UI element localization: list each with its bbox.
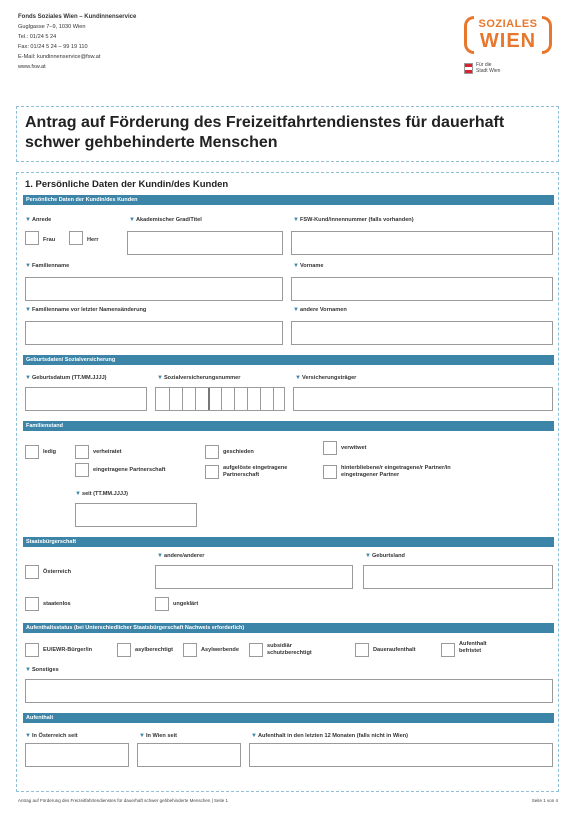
sender-address (18, 12, 136, 72)
geschieden-label: geschieden (223, 449, 254, 455)
form-title-box (16, 106, 559, 162)
versicherungstraeger-input[interactable] (293, 387, 553, 411)
svnr-label: ▼Sozialversicherungsnummer (157, 375, 241, 381)
andere-vornamen-label: ▼andere Vornamen (293, 307, 347, 313)
checkbox-eu[interactable] (25, 643, 39, 657)
checkbox-ledig[interactable] (25, 445, 39, 459)
andere-staatsb-input[interactable] (155, 565, 353, 589)
email-line: E-Mail: kundinnenservice@fsw.at (18, 54, 101, 60)
section-personal-data (16, 172, 559, 792)
hinterbliebene-label: hinterbliebene/r eingetragene/r Partner/in eingetragener Partner (341, 465, 451, 478)
andere-vornamen-input[interactable] (291, 321, 553, 345)
geburtsdatum-label: ▼Geburtsdatum (TT.MM.JJJJ) (25, 375, 107, 381)
svnr-input[interactable] (155, 387, 285, 411)
in-oesterreich-seit-input[interactable] (25, 743, 129, 767)
checkbox-oesterreich[interactable] (25, 565, 39, 579)
vorname-label: ▼Vorname (293, 263, 324, 269)
checkbox-aufenthalt-befristet[interactable] (441, 643, 455, 657)
familienstand-seit-input[interactable] (75, 503, 197, 527)
ledig-label: ledig (43, 449, 57, 455)
checkbox-asylwerbend[interactable] (183, 643, 197, 657)
aufenthalt-befristet-label: Aufenthalt befristet (459, 641, 487, 654)
aufenthalt-letzte-label: ▼Aufenthalt in den letzten 12 Monaten (falls nicht in Wien) (251, 733, 409, 739)
address-line: Guglgasse 7–9, 1030 Wien (18, 24, 86, 30)
titel-input[interactable] (127, 231, 283, 255)
eingetragene-partnerschaft-label: eingetragene Partnerschaft (93, 467, 166, 473)
checkbox-staatenlos[interactable] (25, 597, 39, 611)
checkbox-subsidiaer[interactable] (249, 643, 263, 657)
checkbox-geschieden[interactable] (205, 445, 219, 459)
checkbox-hinterbliebene[interactable] (323, 465, 337, 479)
checkbox-eingetragene-partnerschaft[interactable] (75, 463, 89, 477)
in-wien-seit-input[interactable] (137, 743, 241, 767)
fax-line: Fax: 01/24 5 24 – 99 19 110 (18, 44, 88, 50)
andere-staatsb-label: ▼andere/anderer (157, 553, 205, 559)
frau-label: Frau (43, 237, 56, 243)
checkbox-herr[interactable] (69, 231, 83, 245)
subsidiaer-label: subsidiär schutzberechtigt (267, 643, 312, 656)
checkbox-ungeklaert[interactable] (155, 597, 169, 611)
checkbox-verheiratet[interactable] (75, 445, 89, 459)
bar-staatsbuergerschaft: Staatsbürgerschaft (23, 537, 554, 547)
logo-bracket-right (542, 16, 552, 54)
anrede-label: ▼Anrede (25, 217, 52, 223)
oesterreich-label: Österreich (43, 569, 71, 575)
in-wien-seit-label: ▼In Wien seit (139, 733, 177, 739)
vorname-input[interactable] (291, 277, 553, 301)
geburtsland-label: ▼Geburtsland (365, 553, 405, 559)
checkbox-verwitwet[interactable] (323, 441, 337, 455)
tel-line: Tel.: 01/24 5 24 (18, 34, 57, 40)
bar-aufenthaltsstatus: Aufenthaltsstatus (bei Unterschiedlicher Staatsbürgerschaft Nachweis erforderlich) (23, 623, 554, 633)
asylberechtigt-label: asylberechtigt (135, 647, 173, 653)
titel-label: ▼Akademischer Grad/Titel (129, 217, 202, 223)
asylwerbend-label: Asylwerbende (201, 647, 239, 653)
footer-left: Antrag auf Förderung des Freizeitfahrtendienstes für dauerhaft schwer gehbehinderte Menschen | Seite 1 (18, 798, 229, 803)
seit-label: ▼seit (TT.MM.JJJJ) (75, 491, 128, 497)
page-header (18, 12, 558, 92)
verwitwet-label: verwitwet (341, 445, 367, 451)
bar-familienstand: Familienstand (23, 421, 554, 431)
geburtsdatum-input[interactable] (25, 387, 147, 411)
soziales-wien-logo (462, 14, 554, 86)
bar-geburtsdaten: Geburtsdaten/ Sozialversicherung (23, 355, 554, 365)
fsw-nr-label: ▼FSW-Kund/innennummer (falls vorhanden) (293, 217, 414, 223)
web-line: www.fsw.at (18, 64, 46, 70)
ungeklaert-label: ungeklärt (173, 601, 199, 607)
org-name: Fonds Soziales Wien – Kundinnenservice (18, 14, 137, 20)
versicherungstraeger-label: ▼Versicherungsträger (295, 375, 357, 381)
staatenlos-label: staatenlos (43, 601, 71, 607)
checkbox-asylberechtigt[interactable] (117, 643, 131, 657)
aufgeloeste-partnerschaft-label: aufgelöste eingetragene Partnerschaft (223, 465, 288, 478)
logo-subtext: Für die Stadt Wien (476, 62, 501, 74)
page-footer (18, 798, 558, 803)
geburtsland-input[interactable] (363, 565, 553, 589)
vienna-flag-icon (464, 63, 473, 74)
checkbox-daueraufenthalt[interactable] (355, 643, 369, 657)
logo-bracket-left (464, 16, 474, 54)
daueraufenthalt-label: Daueraufenthalt (373, 647, 416, 653)
familienname-vor-input[interactable] (25, 321, 283, 345)
section-heading: 1. Persönliche Daten der Kundin/des Kunden (25, 179, 229, 190)
herr-label: Herr (87, 237, 99, 243)
eu-label: EU/EWR-Bürger/in (43, 647, 93, 653)
form-title: Antrag auf Förderung des Freizeitfahrtendienstes für dauerhaft schwer gehbehinderte Menschen (25, 114, 505, 151)
logo-text-wien: WIEN (479, 30, 537, 52)
logo-wordmark (462, 14, 554, 56)
logo-text-soziales: SOZIALES (478, 18, 538, 30)
familienname-vor-label: ▼Familienname vor letzter Namensänderung (25, 307, 147, 313)
bar-aufenthalt: Aufenthalt (23, 713, 554, 723)
checkbox-aufgeloeste-partnerschaft[interactable] (205, 465, 219, 479)
bar-personal-data: Persönliche Daten der Kundin/des Kunden (23, 195, 554, 205)
sonstiges-input[interactable] (25, 679, 553, 703)
verheiratet-label: verheiratet (93, 449, 122, 455)
aufenthalt-letzte-input[interactable] (249, 743, 553, 767)
in-oesterreich-seit-label: ▼In Österreich seit (25, 733, 78, 739)
familienname-input[interactable] (25, 277, 283, 301)
checkbox-frau[interactable] (25, 231, 39, 245)
fsw-nr-input[interactable] (291, 231, 553, 255)
familienname-label: ▼Familienname (25, 263, 70, 269)
sonstiges-label: ▼Sonstiges (25, 667, 59, 673)
footer-page-number: Seite 1 von 4 (531, 798, 558, 803)
